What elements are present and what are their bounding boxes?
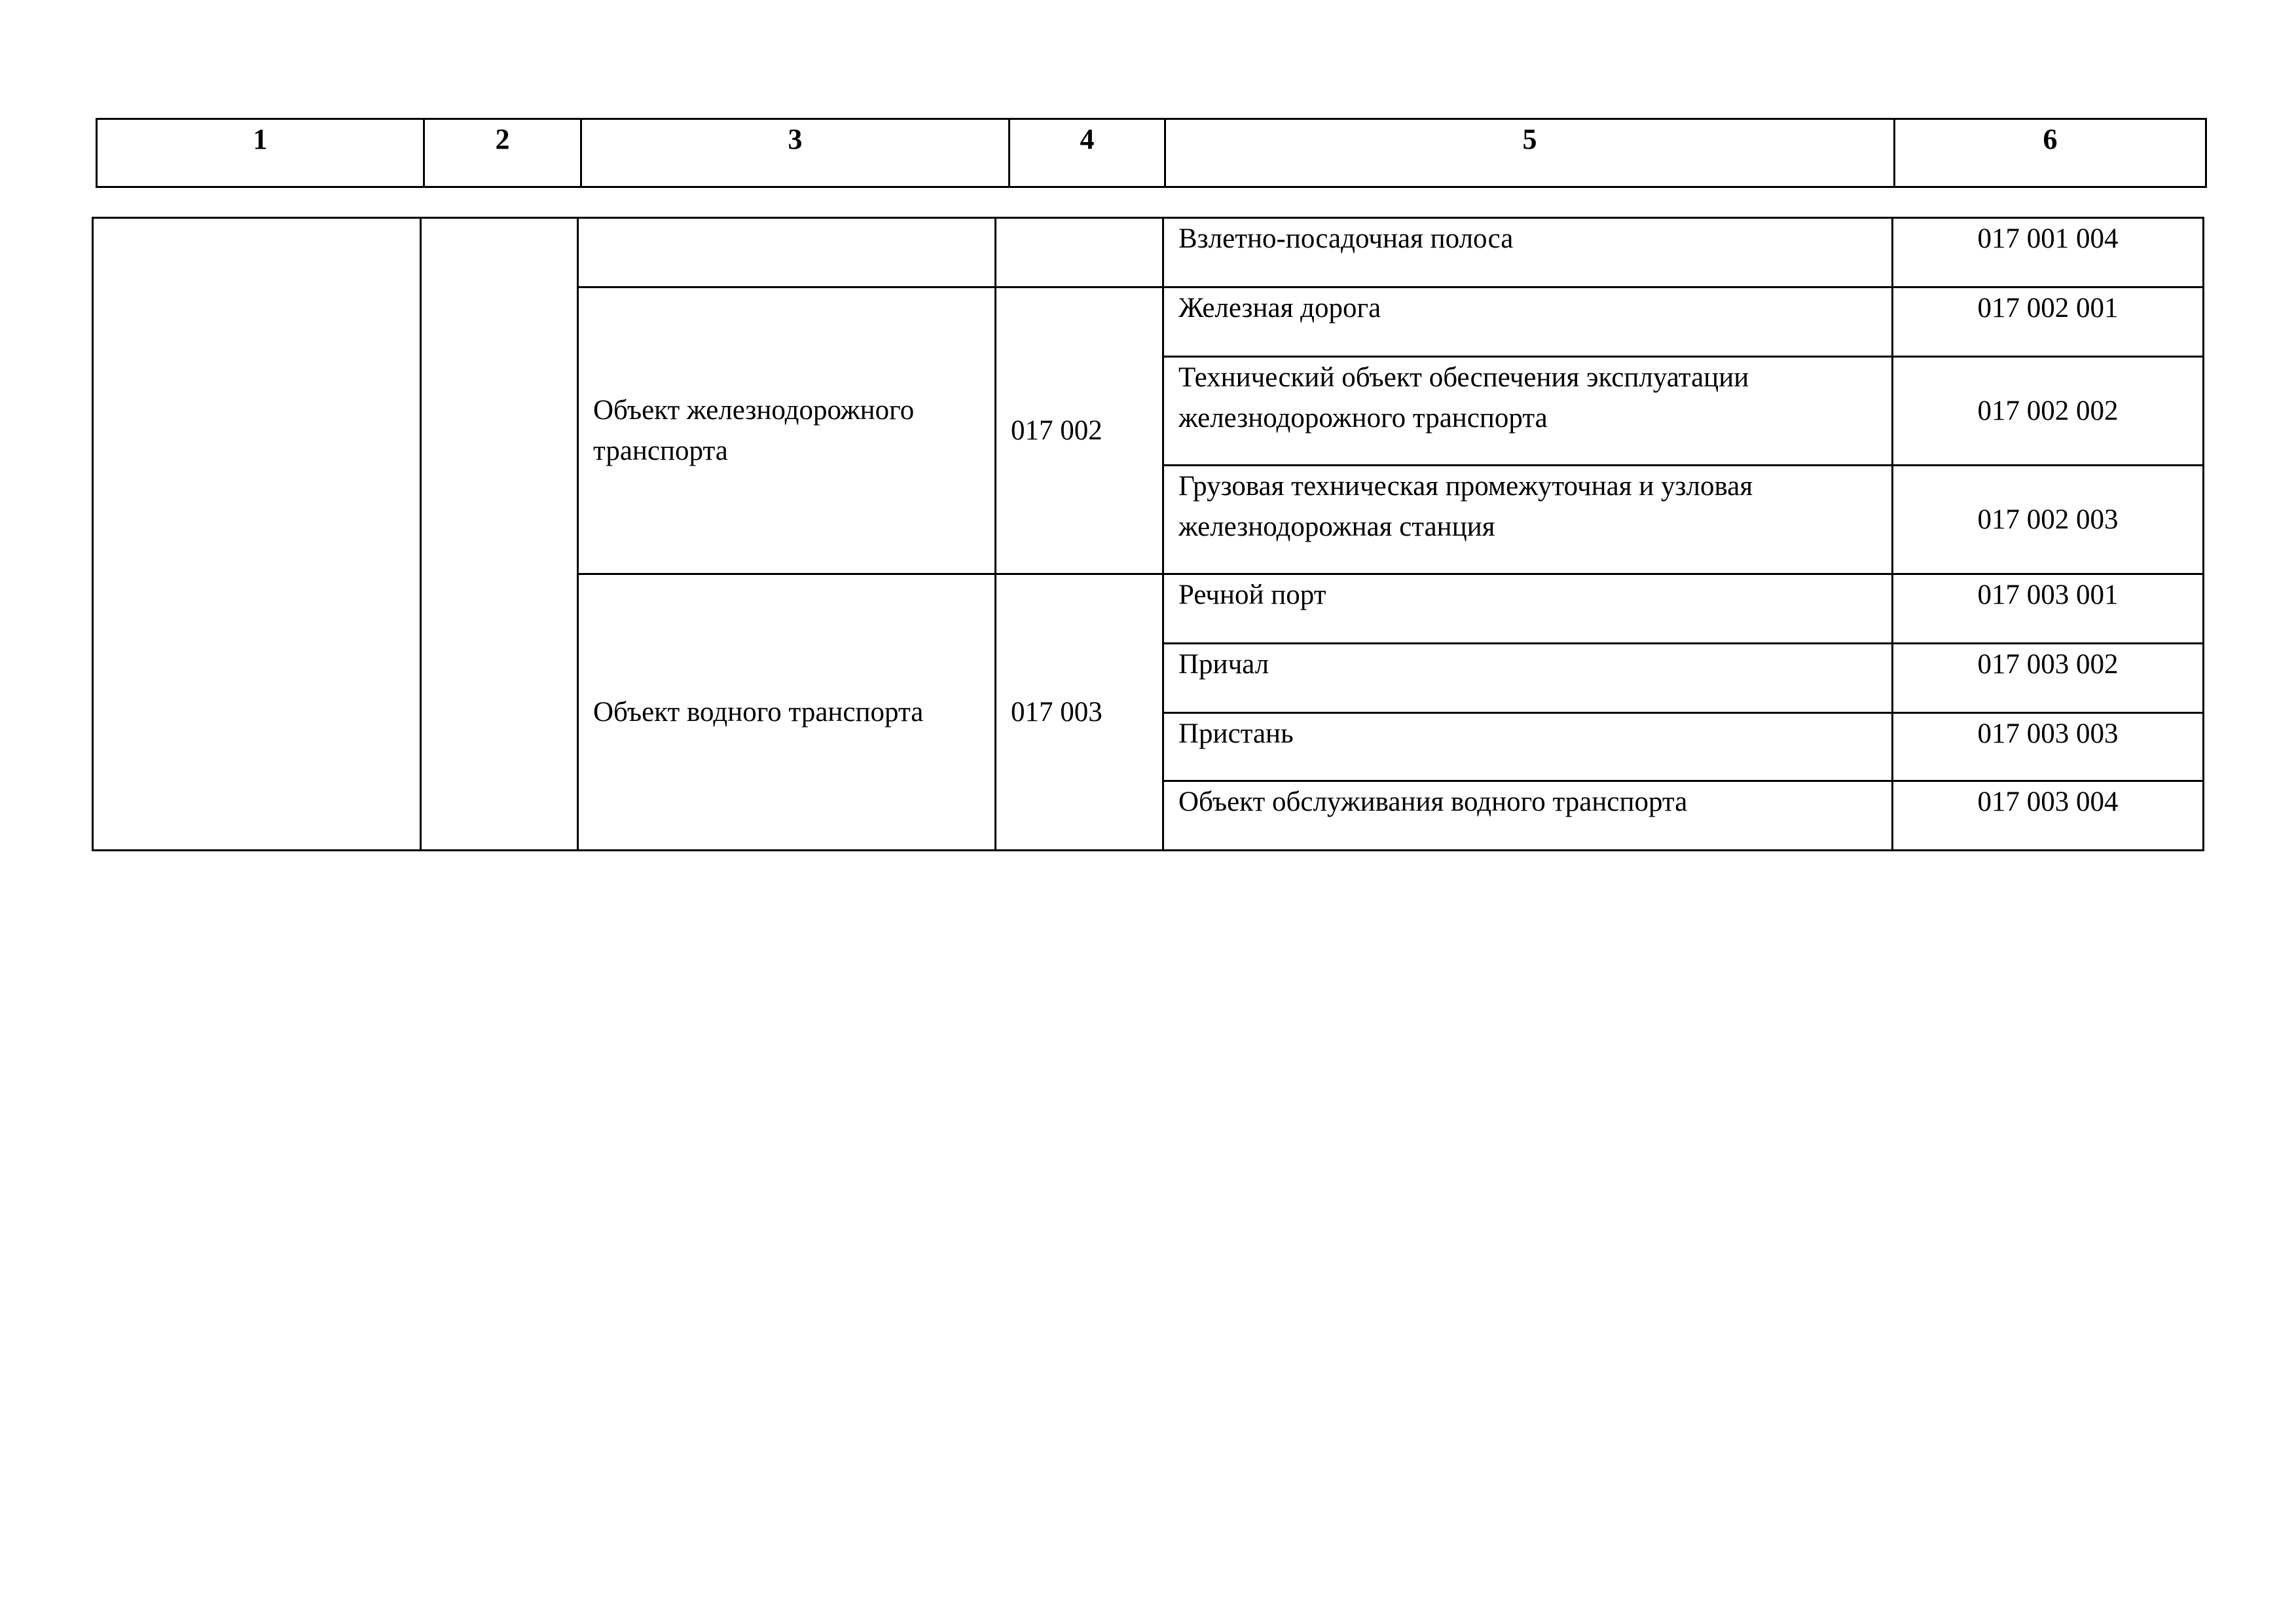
item-code: 017 003 002 — [1893, 644, 2204, 713]
item-name: Причал — [1163, 644, 1893, 713]
empty-cell-col-1 — [93, 218, 421, 851]
item-code: 017 002 002 — [1893, 357, 2204, 466]
item-code: 017 002 003 — [1893, 466, 2204, 574]
empty-cell-col-2 — [421, 218, 578, 851]
empty-cell-col-3 — [578, 218, 996, 287]
header-col-6: 6 — [1895, 119, 2206, 187]
item-name: Речной порт — [1163, 574, 1893, 644]
group-code: 017 003 — [996, 574, 1163, 851]
header-col-1: 1 — [97, 119, 424, 187]
header-col-5: 5 — [1165, 119, 1895, 187]
group-code: 017 002 — [996, 287, 1163, 574]
group-name: Объект железнодорожного транспорта — [578, 287, 996, 574]
header-row — [97, 119, 2206, 187]
item-name: Технический объект обеспечения эксплуатации железнодорожного транспорта — [1163, 357, 1893, 466]
item-name: Объект обслуживания водного транспорта — [1163, 781, 1893, 851]
header-col-2: 2 — [424, 119, 581, 187]
header-col-4: 4 — [1010, 119, 1165, 187]
item-name: Взлетно-посадочная полоса — [1163, 218, 1893, 287]
item-code: 017 002 001 — [1893, 287, 2204, 357]
item-code: 017 001 004 — [1893, 218, 2204, 287]
header-col-3: 3 — [581, 119, 1010, 187]
item-code: 017 003 001 — [1893, 574, 2204, 644]
classifier-table — [92, 217, 2204, 851]
empty-cell-col-4 — [996, 218, 1163, 287]
item-code: 017 003 003 — [1893, 713, 2204, 781]
column-header-table — [96, 118, 2207, 188]
table-row — [93, 218, 2204, 287]
item-name: Грузовая техническая промежуточная и узловая железнодорожная станция — [1163, 466, 1893, 574]
item-name: Пристань — [1163, 713, 1893, 781]
item-code: 017 003 004 — [1893, 781, 2204, 851]
group-name: Объект водного транспорта — [578, 574, 996, 851]
item-name: Железная дорога — [1163, 287, 1893, 357]
